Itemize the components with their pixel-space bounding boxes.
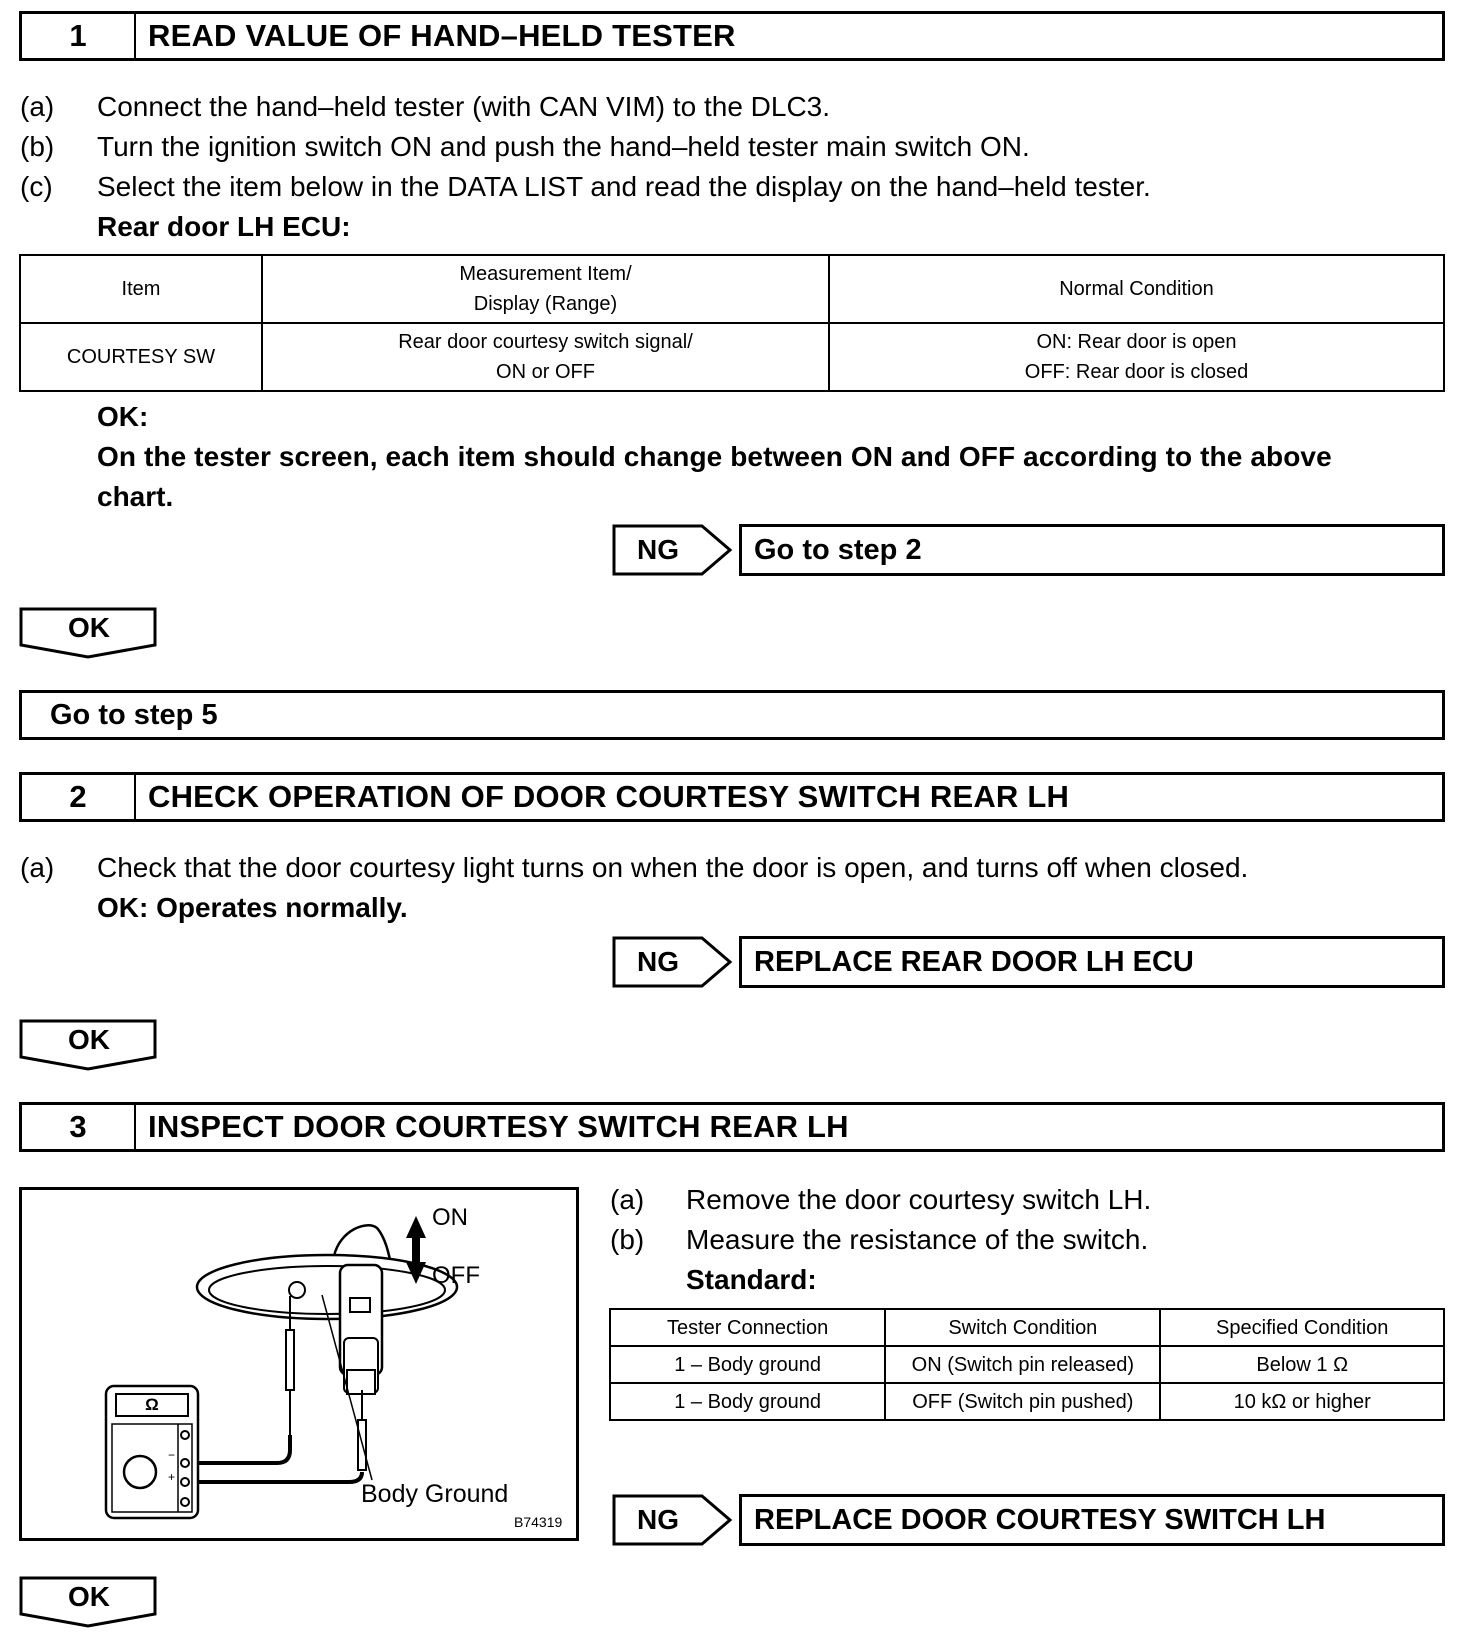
instruction-label: (a) [610,1184,645,1215]
header-specified-condition: Specified Condition [1160,1309,1444,1346]
ok-label: OK [68,1581,110,1612]
ng-result-link[interactable]: REPLACE DOOR COURTESY SWITCH LH [739,1494,1445,1546]
data-list-table [19,254,1445,392]
subheading: Standard: [686,1264,817,1295]
step-1-header [19,11,1445,61]
step-number: 1 [22,14,136,58]
cell: OFF (Switch pin pushed) [885,1383,1160,1420]
instruction-text: Select the item below in the DATA LIST and read the display on the hand–held tester. [97,171,1151,202]
ok-criteria-cont: chart. [97,481,174,512]
switch-inspection-diagram [19,1187,579,1541]
header-item: Item [20,255,262,323]
off-label: OFF [432,1262,480,1289]
body-ground-label: Body Ground [361,1480,509,1508]
table-row [610,1383,1444,1420]
instruction-text: Remove the door courtesy switch LH. [686,1184,1152,1215]
instruction-label: (b) [20,131,55,162]
ok-label: OK: [97,401,149,432]
instruction-text: Connect the hand–held tester (with CAN VIM) to the DLC3. [97,91,831,122]
cell-line: Rear door courtesy switch signal/ [398,331,693,353]
ok-criteria: On the tester screen, each item should change between ON and OFF according to the above [97,441,1332,472]
instruction-text: Measure the resistance of the switch. [686,1224,1149,1255]
instruction-text: Turn the ignition switch ON and push the hand–held tester main switch ON. [97,131,1030,162]
minus-sign: − [168,1448,176,1462]
step-3-header [19,1102,1445,1152]
step-number: 3 [22,1105,136,1149]
table-row [20,323,1444,391]
header-line: Measurement Item/ [459,263,632,285]
instruction-label: (a) [20,852,55,883]
cell-line: ON: Rear door is open [1036,331,1237,353]
instruction-label: (a) [20,91,55,122]
cell-line: OFF: Rear door is closed [1024,361,1249,383]
cell-item: COURTESY SW [20,323,262,391]
cell: 10 kΩ or higher [1160,1383,1444,1420]
resistance-spec-table [609,1308,1445,1421]
header-line: Display (Range) [473,293,618,315]
table-header-row [20,255,1444,323]
cell-line: ON or OFF [496,361,595,383]
cell: 1 – Body ground [610,1383,885,1420]
ok-label: OK [68,612,110,643]
subheading: Rear door LH ECU: [97,211,351,242]
ok-label: OK [68,1024,110,1055]
ng-label: NG [637,946,679,977]
cell: 1 – Body ground [610,1346,885,1383]
header-normal-condition: Normal Condition [829,255,1444,323]
ng-label: NG [637,534,679,565]
step-2-header [19,772,1445,822]
instruction-text: Check that the door courtesy light turns on when the door is open, and turns off when closed. [97,852,1249,883]
header-switch-condition: Switch Condition [885,1309,1160,1346]
cell-measurement [262,323,829,391]
step-title: INSPECT DOOR COURTESY SWITCH REAR LH [148,1109,849,1144]
ok-result-link[interactable]: Go to step 5 [19,690,1445,740]
ng-result-link[interactable]: Go to step 2 [739,524,1445,576]
instruction-label: (b) [610,1224,645,1255]
step-number: 2 [22,775,136,819]
figure-id: B74319 [514,1514,563,1530]
plus-sign: + [168,1470,176,1484]
on-label: ON [432,1204,468,1231]
cell-normal-condition [829,323,1444,391]
table-header-row [610,1309,1444,1346]
cell: Below 1 Ω [1160,1346,1444,1383]
step-title: READ VALUE OF HAND–HELD TESTER [148,18,736,53]
ohm-symbol: Ω [145,1395,159,1414]
header-measurement [262,255,829,323]
instruction-label: (c) [20,171,53,202]
header-tester-connection: Tester Connection [610,1309,885,1346]
cell: ON (Switch pin released) [885,1346,1160,1383]
table-row [610,1346,1444,1383]
ng-result-link[interactable]: REPLACE REAR DOOR LH ECU [739,936,1445,988]
ok-criteria: OK: Operates normally. [97,892,408,923]
ng-label: NG [637,1504,679,1535]
step-title: CHECK OPERATION OF DOOR COURTESY SWITCH REAR LH [148,779,1070,814]
